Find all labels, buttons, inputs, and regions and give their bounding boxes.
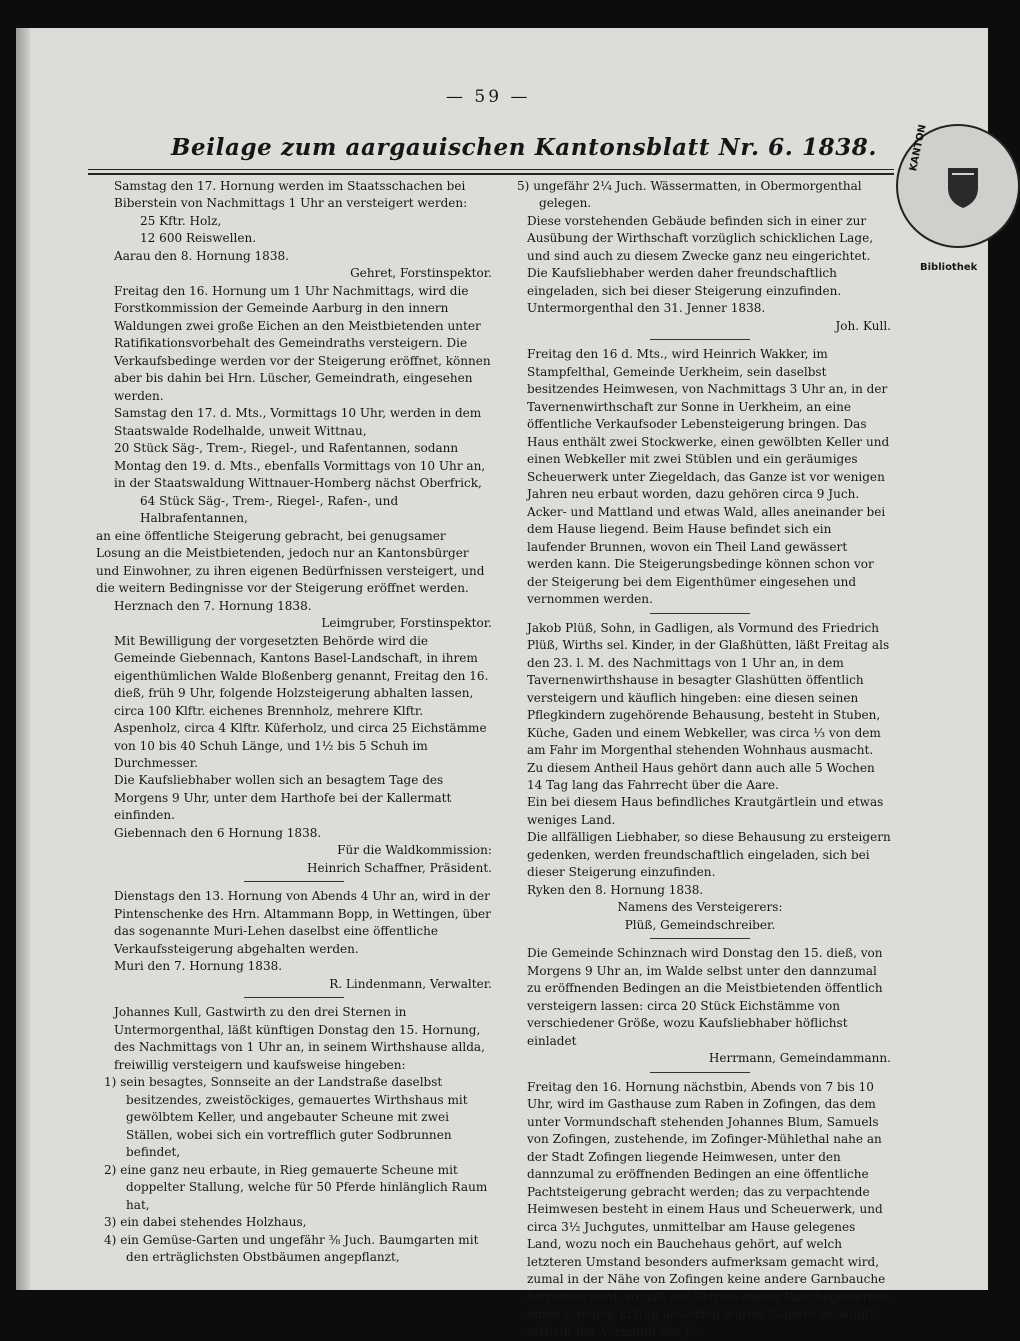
notice-paragraph: Mit Bewilligung der vorgesetzten Behörde wird die Gemeinde Giebennach, Kantons Basel-Landschaft, in ihrem eigenthümlichen Walde Bloßenberg genannt, Freitag den 16. dieß, früh 9 Uhr, folgende Holzsteigerung abhalten lassen, circa 100 Klftr. eichenes Brennholz, mehrere Klftr. Aspenholz, circa 4 Klftr. Küferholz, und circa 25 Eichstämme von 10 bis 40 Schuh Länge, und 1½ bis 5 Schuh im Durchmesser. [114, 633, 489, 770]
notice-separator [244, 881, 344, 882]
stamp-text-2: Bibliothek [920, 262, 978, 273]
list-item: 1) sein besagtes, Sonnseite an der Landstraße daselbst besitzendes, zweistöckiges, gemauertes Wirthshaus mit gewölbtem Keller, und angebauter Scheune mit zwei Ställen, wobei sich ein vortrefflich guter Sodbrunnen befindet, [104, 1075, 468, 1160]
signature: Herrmann, Gemeindammann. [708, 1051, 891, 1066]
notice-paragraph: Diese vorstehenden Gebäude befinden sich in einer zur Ausübung der Wirthschaft vorzüglich schicklichen Lage, und sind auch zu diesem Zwecke ganz neu eingerichtet. [527, 213, 874, 263]
right-column [509, 178, 891, 1341]
signature: Namens des Versteigerers: [617, 900, 783, 915]
page-edge [16, 28, 30, 1290]
notice-paragraph: Dienstags den 13. Hornung von Abends 4 Uhr an, wird in der Pintenschenke des Hrn. Altammann Bopp, in Wettingen, über das sogenannte Muri-Lehen daselbst eine öffentliche Verkaufssteigerung abgehalten werden. [114, 889, 491, 956]
notice-paragraph: Samstag den 17. Hornung werden im Staatsschachen bei Biberstein von Nachmittags 1 Uhr an versteigert werden: [114, 179, 468, 211]
notice-paragraph: Jakob Plüß, Sohn, in Gadligen, als Vormund des Friedrich Plüß, Wirths sel. Kinder, in der Glaßhütten, läßt Freitag als den 23. l. M. des Nachmittags von 1 Uhr an, in dem Tavernenwirthshause in besagter Glashütten öffentlich versteigern und käuflich hingeben: eine diesen seinen Pflegkindern zugehörende Behausung, besteht in Stuben, Küche, Gaden und einem Webkeller, was circa ⅓ von dem am Fahr im Morgenthal stehenden Wohnhaus ausmacht. [527, 620, 890, 758]
dateline: Ryken den 8. Hornung 1838. [527, 882, 704, 897]
notice-separator [650, 938, 750, 939]
list-item: 12 600 Reiswellen. [140, 231, 257, 246]
signature: Für die Waldkommission: [337, 843, 492, 858]
title-rule-top [88, 169, 894, 170]
notice-paragraph: Ein bei diesem Haus befindliches Krautgärtlein und etwas weniges Land. [527, 795, 884, 827]
signature: Gehret, Forstinspektor. [350, 266, 492, 281]
list-item: 64 Stück Säg-, Trem-, Riegel-, Rafen-, und Halbrafentannen, [140, 493, 399, 526]
notice-separator [650, 1072, 750, 1073]
notice-paragraph: Johannes Kull, Gastwirth zu den drei Sternen in Untermorgenthal, läßt künftigen Donstag den 15. Hornung, des Nachmittags von 1 Uhr an, in seinem Wirthshause allda, freiwillig versteigern und kaufsweise hingeben: [114, 1005, 485, 1072]
notice-paragraph: Freitag den 16. Hornung nächstbin, Abends von 7 bis 10 Uhr, wird im Gasthause zum Raben in Zofingen, das dem unter Vormundschaft stehenden Johannes Blum, Samuels von Zofingen, zustehende, im Zofinger-Mühlethal nahe an der Stadt Zofingen liegende Heimwesen, unter den dannzumal zu eröffnenden Bedingen an eine öffentliche Pachtsteigerung gebracht werden; das zu verpachtende Heimwesen besteht in einem Haus und Scheuerwerk, und circa 3½ Juchgutes, unmittelbar am Hause gelegenes Land, wozu noch ein Bauchehaus gehört, auf welch letzteren Umstand besonders aufmerksam gemacht wird, zumal in der Nähe von Zofingen keine andere Garnbauche betrieben wird, so daß der Betrieb dieses Bauchegewerbes einen schönen Ertrag abwerfen würde. Nähere Auskunft ertheilt der Vormund des Jo- [527, 1079, 890, 1339]
notice-paragraph: Freitag den 16. Hornung um 1 Uhr Nachmittags, wird die Forstkommission der Gemeinde Aarburg in den innern Waldungen zwei große Eichen an den Meistbietenden unter Ratifikationsvorbehalt des Gemeindraths versteigern. Die Verkaufsbedinge werden vor der Steigerung eröffnet, können aber bis dahin bei Hrn. Lüscher, Gemeindrath, eingesehen werden. [114, 283, 491, 403]
list-item: 4) ein Gemüse-Garten und ungefähr ⅜ Juch. Baumgarten mit den erträglichsten Obstbäumen angepflanzt, [104, 1232, 479, 1265]
page-number: — 59 — [446, 87, 531, 107]
stamp-text: KANTON [908, 123, 929, 173]
dateline: Muri den 7. Hornung 1838. [114, 959, 283, 974]
notice-separator [650, 339, 750, 340]
dateline: Giebennach den 6 Hornung 1838. [114, 825, 322, 840]
notice-paragraph: Zu diesem Antheil Haus gehört dann auch alle 5 Wochen 14 Tag lang das Fahrrecht über die Aare. [527, 760, 875, 792]
signature: Plüß, Gemeindschreiber. [624, 917, 776, 932]
dateline: Herznach den 7. Hornung 1838. [114, 598, 312, 613]
list-item: 25 Kftr. Holz, [140, 213, 222, 228]
signature: R. Lindenmann, Verwalter. [329, 976, 492, 991]
left-column [96, 178, 492, 1267]
notice-paragraph: 20 Stück Säg-, Trem-, Riegel-, und Rafentannen, sodann Montag den 19. d. Mts., ebenfalls Vormittags von 10 Uhr an, in der Staatswaldung Wittnauer-Homberg nächst Oberfrick, [114, 441, 486, 491]
notice-separator [244, 997, 344, 998]
notice-paragraph: Freitag den 16 d. Mts., wird Heinrich Wakker, im Stampfelthal, Gemeinde Uerkheim, sein daselbst besitzendes Heimwesen, von Nachmittags 3 Uhr an, in der Tavernenwirthschaft zur Sonne in Uerkheim, an eine öffentliche Verkaufsoder Lebensteigerung bringen. Das Haus enthält zwei Stockwerke, einen gewölbten Keller und einen Webkeller mit zwei Stüblen und ein geräumiges Scheuerwerk unter Ziegeldach, das Ganze ist vor wenigen Jahren neu erbaut worden, dazu gehören circa 9 Juch. Acker- und Mattland und etwas Wald, alles aneinander bei dem Hause liegend. Beim Hause befindet sich ein laufender Brunnen, wovon ein Theil Land gewässert werden kann. Die Steigerungsbedinge können schon vor der Steigerung bei dem Eigenthümer eingesehen und vernommen werden. [527, 347, 890, 607]
dateline: Untermorgenthal den 31. Jenner 1838. [527, 301, 766, 316]
newspaper-page [16, 28, 988, 1339]
notice-separator [650, 613, 750, 614]
dateline: Aarau den 8. Hornung 1838. [114, 248, 289, 263]
notice-paragraph: Die Gemeinde Schinznach wird Donstag den 15. dieß, von Morgens 9 Uhr an, im Walde selbst unter den dannzumal zu eröffnenden Bedingen an die Meistbietenden öffentlich versteigern lassen: circa 20 Stück Eichstämme von verschiedener Größe, wozu Kaufsliebhaber höflichst einladet [527, 946, 883, 1048]
title-rule-bottom [88, 173, 894, 175]
notice-paragraph: Die Kaufsliebhaber wollen sich an besagtem Tage des Morgens 9 Uhr, unter dem Harthofe bei der Kallermatt einfinden. [114, 773, 452, 823]
signature: Joh. Kull. [835, 318, 891, 333]
list-item: 2) eine ganz neu erbaute, in Rieg gemauerte Scheune mit doppelter Stallung, welche für 50 Pferde hinlänglich Raum hat, [104, 1162, 488, 1212]
notice-paragraph: Samstag den 17. d. Mts., Vormittags 10 Uhr, werden in dem Staatswalde Rodelhalde, unweit Wittnau, [114, 406, 482, 438]
shield-icon [946, 166, 980, 210]
page-title: Beilage zum aargauischen Kantonsblatt Nr. 6. 1838. [171, 134, 878, 161]
signature: Leimgruber, Forstinspektor. [321, 616, 492, 631]
notice-paragraph: an eine öffentliche Steigerung gebracht, bei genugsamer Losung an die Meistbietenden, jedoch nur an Kantonsbürger und Einwohner, zu ihren eigenen Bedürfnissen versteigert, und die weitern Bedingnisse vor der Steigerung eröffnet werden. [96, 528, 485, 596]
signature: Heinrich Schaffner, Präsident. [306, 860, 492, 875]
list-item: 3) ein dabei stehendes Holzhaus, [104, 1215, 307, 1230]
library-stamp [896, 123, 1020, 273]
list-item: 5) ungefähr 2¼ Juch. Wässermatten, in Obermorgenthal gelegen. [517, 179, 862, 211]
notice-paragraph: Die Kaufsliebhaber werden daher freundschaftlich eingeladen, sich bei dieser Steigerung einzufinden. [527, 266, 842, 298]
notice-paragraph: Die allfälligen Liebhaber, so diese Behausung zu ersteigern gedenken, werden freundschaftlich eingeladen, sich bei dieser Steigerung einzufinden. [527, 830, 891, 880]
